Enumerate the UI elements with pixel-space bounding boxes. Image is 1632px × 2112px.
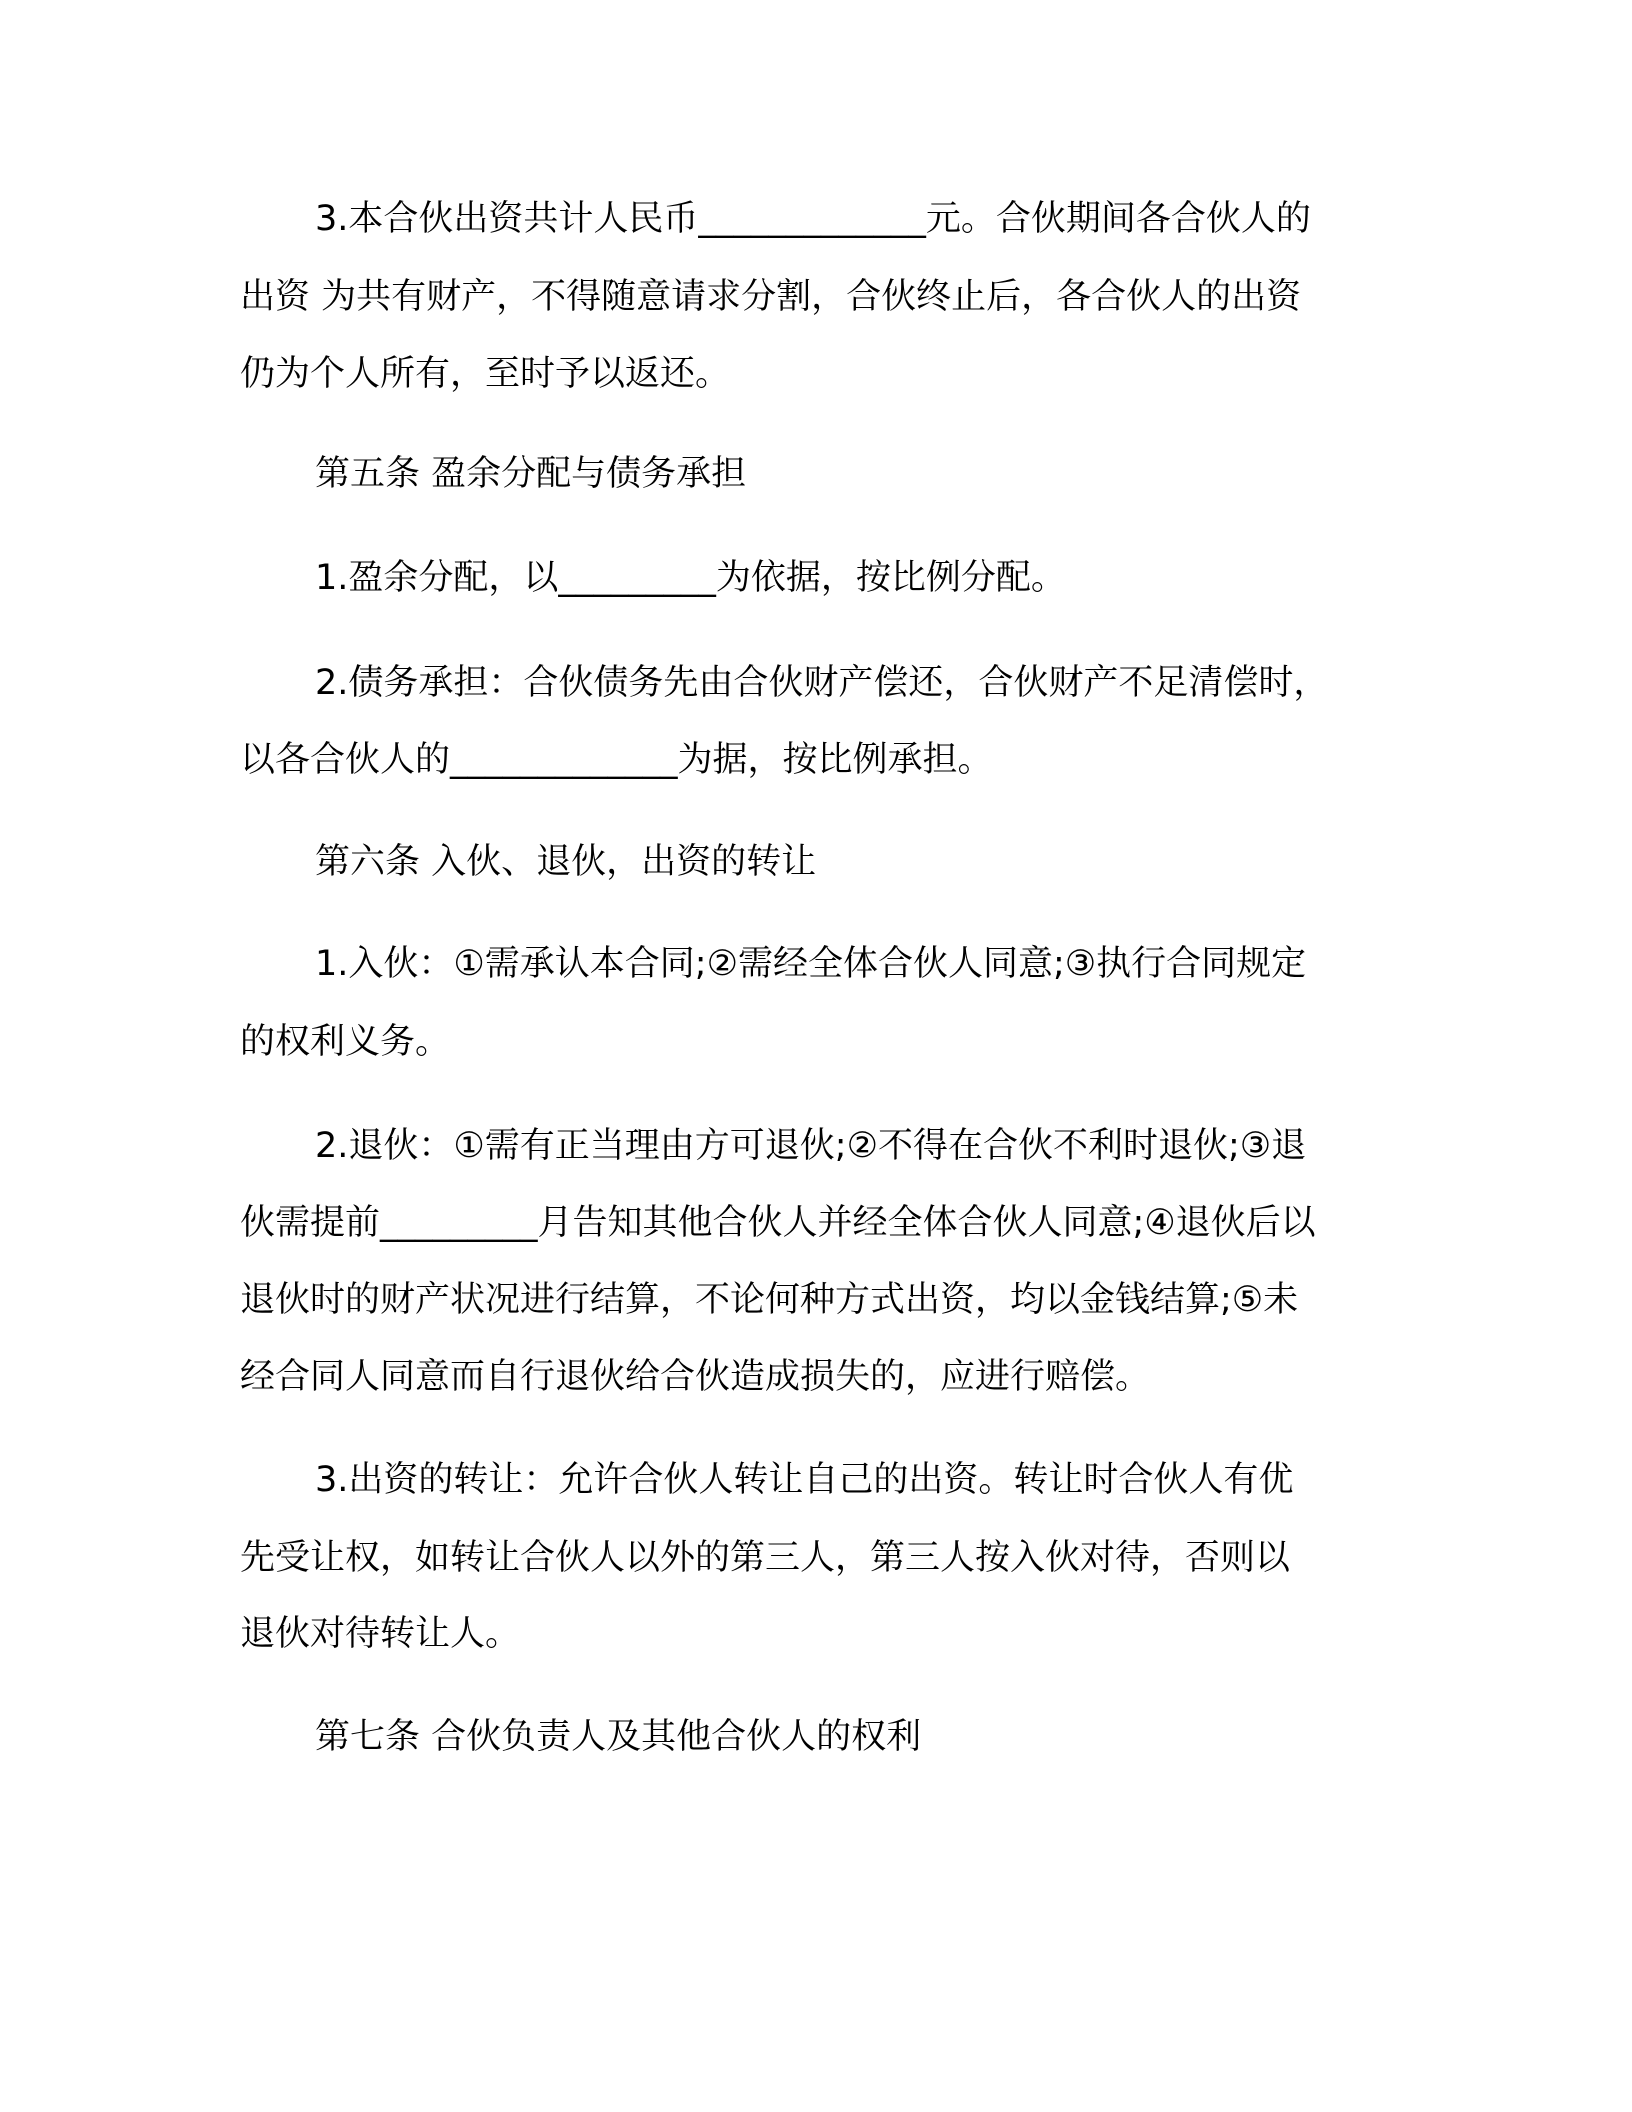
clause-6-2-line-1: 2.退伙：①需有正当理由方可退伙;②不得在合伙不利时退伙;③退 [315,1126,1307,1166]
clause-5-2-line-2: 以各合伙人的_____________为据，按比例承担。 [240,740,993,780]
clause-5-2-line-1: 2.债务承担：合伙债务先由合伙财产偿还，合伙财产不足清偿时， [315,663,1329,703]
clause-6-3-line-3: 退伙对待转让人。 [240,1614,521,1654]
clause-4-3-line-2: 出资 为共有财产，不得随意请求分割，合伙终止后，各合伙人的出资 [240,277,1302,317]
clause-6-2-line-3: 退伙时的财产状况进行结算，不论何种方式出资，均以金钱结算;⑤未 [240,1280,1299,1320]
clause-6-2-line-4: 经合同人同意而自行退伙给合伙造成损失的，应进行赔偿。 [240,1357,1151,1397]
clause-6-1-line-2: 的权利义务。 [240,1022,451,1062]
clause-6-1-line-1: 1.入伙：①需承认本合同;②需经全体合伙人同意;③执行合同规定 [315,944,1307,984]
article-5-heading: 第五条 盈余分配与债务承担 [315,454,747,494]
clause-6-3-line-2: 先受让权，如转让合伙人以外的第三人，第三人按入伙对待，否则以 [240,1538,1291,1578]
clause-4-3-line-1: 3.本合伙出资共计人民币_____________元。合伙期间各合伙人的 [315,199,1311,239]
article-6-heading: 第六条 入伙、退伙，出资的转让 [315,842,817,882]
clause-6-2-line-2: 伙需提前_________月告知其他合伙人并经全体合伙人同意;④退伙后以 [240,1203,1316,1243]
clause-6-3-line-1: 3.出资的转让：允许合伙人转让自己的出资。转让时合伙人有优 [315,1460,1294,1500]
clause-4-3-line-3: 仍为个人所有，至时予以返还。 [240,354,731,394]
clause-5-1-line-1: 1.盈余分配，以_________为依据，按比例分配。 [315,558,1066,598]
article-7-heading: 第七条 合伙负责人及其他合伙人的权利 [315,1717,922,1757]
